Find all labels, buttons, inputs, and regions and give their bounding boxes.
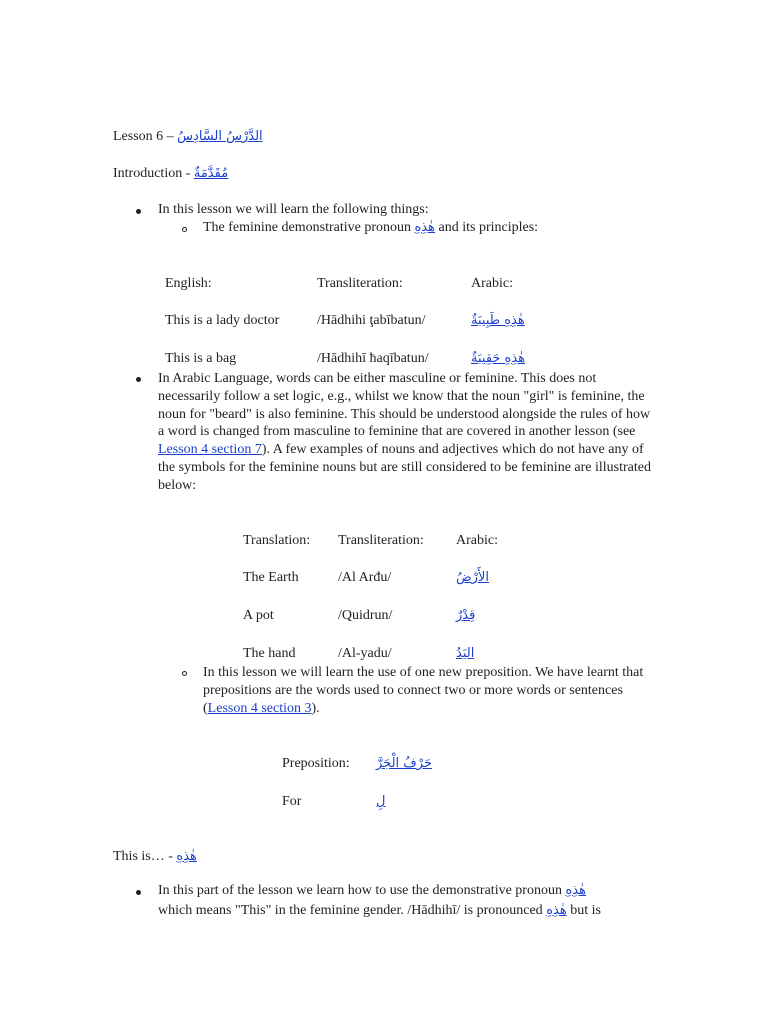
introduction-prefix: Introduction -	[113, 166, 194, 181]
table2-cell-arabic-link[interactable]: اليَدُ	[456, 646, 475, 661]
sub-bullet-1-prefix: The feminine demonstrative pronoun	[203, 220, 415, 235]
bullet-3-line-1-prefix: In this part of the lesson we learn how to use the demonstrative pronoun	[158, 883, 566, 898]
table1-cell-transliteration: /Hādhihi ţabībatun/	[317, 313, 426, 328]
bullet-3-arabic-link[interactable]: هٰذِهِ	[565, 883, 586, 898]
sub-bullet-1-arabic-link[interactable]: هٰذِهِ	[414, 220, 435, 235]
sub-bullet-marker	[182, 671, 187, 676]
table2-cell-translation: A pot	[243, 608, 274, 623]
bullet-2-text-after: ). A few examples of nouns and adjectives which do not have any of the symbols for the feminine nouns but are still considered to be feminine are illustrated below:	[158, 442, 651, 493]
table2-header-transliteration: Transliteration:	[338, 533, 424, 548]
this-is-prefix: This is… -	[113, 849, 177, 864]
table1-header-english: English:	[165, 276, 212, 291]
bullet-marker	[136, 377, 141, 382]
table2-cell-arabic-link[interactable]: قِدْرٌ	[456, 608, 476, 623]
bullet-marker	[136, 209, 141, 214]
bullet-2-text-before: In Arabic Language, words can be either masculine or feminine. This does not necessarily follow a set logic, e.g., whilst we know that the noun "girl" is feminine, the noun for "beard" is also feminine. This should be understood alongside the rules of how a word is changed from masculine to feminine that are covered in another lesson (see	[158, 371, 651, 440]
sub-bullet-2-text-after: ).	[311, 700, 320, 716]
lesson-title-prefix: Lesson 6 –	[113, 129, 178, 144]
table1-cell-arabic-link[interactable]: هٰذِهِ طَبِيبَةٌ	[471, 313, 525, 328]
table1-cell-transliteration: /Hādhihī ħaqībatun/	[317, 351, 429, 366]
table2-header-arabic: Arabic:	[456, 533, 498, 548]
bullet-2-paragraph	[158, 370, 658, 495]
table3-arabic-link[interactable]: حَرْفُ الْجَرَّ	[376, 756, 432, 771]
sub-bullet-1-suffix: and its principles:	[435, 220, 539, 235]
table3-label: Preposition:	[282, 756, 350, 771]
this-is-heading	[113, 849, 197, 865]
sub-bullet-marker	[182, 227, 187, 232]
sub-bullet-1	[203, 220, 538, 236]
bullet-3-line-1	[158, 883, 586, 899]
sub-bullet-2-paragraph	[203, 664, 663, 717]
table3-arabic-link[interactable]: لِ	[376, 794, 386, 809]
bullet-1-text: In this lesson we will learn the following things:	[158, 202, 429, 217]
table2-cell-arabic-link[interactable]: الأَرْضُ	[456, 570, 490, 585]
table1-header-arabic: Arabic:	[471, 276, 513, 291]
lesson-title-arabic-link[interactable]: الدَّرْسُ السَّادِسُ	[177, 129, 263, 144]
bullet-marker	[136, 890, 141, 895]
introduction-arabic-link[interactable]: مُقَدَّمَةٌ	[193, 166, 229, 181]
table3-label: For	[282, 794, 302, 809]
bullet-3-line-2-suffix: but is	[566, 903, 601, 918]
bullet-3-line-2	[158, 903, 601, 919]
lesson-4-section-7-link[interactable]: Lesson 4 section 7	[158, 442, 262, 458]
table1-cell-english: This is a bag	[165, 351, 237, 366]
bullet-3-arabic-link[interactable]: هٰذِهِ	[546, 903, 567, 918]
table2-cell-transliteration: /Quidrun/	[338, 608, 393, 623]
sub-bullet-2-text-before: In this lesson we will learn the use of one new preposition. We have learnt that prepositions are the words used to connect two or more words or sentences (	[203, 665, 644, 716]
table2-cell-transliteration: /Al-yadu/	[338, 646, 392, 661]
this-is-arabic-link[interactable]: هٰذِهِ	[176, 849, 197, 864]
lesson-title	[113, 129, 263, 145]
table1-cell-english: This is a lady doctor	[165, 313, 280, 328]
table2-header-translation: Translation:	[243, 533, 311, 548]
table2-cell-translation: The Earth	[243, 570, 299, 585]
lesson-4-section-3-link[interactable]: Lesson 4 section 3	[207, 700, 312, 716]
table2-cell-transliteration: /Al Arđu/	[338, 570, 392, 585]
table2-cell-translation: The hand	[243, 646, 296, 661]
table1-header-transliteration: Transliteration:	[317, 276, 403, 291]
bullet-3-line-2-prefix: which means "This" in the feminine gender. /Hādhihī/ is pronounced	[158, 903, 547, 918]
table1-cell-arabic-link[interactable]: هٰذِهِ حَقِيبَةٌ	[471, 351, 526, 366]
introduction-heading	[113, 166, 228, 182]
